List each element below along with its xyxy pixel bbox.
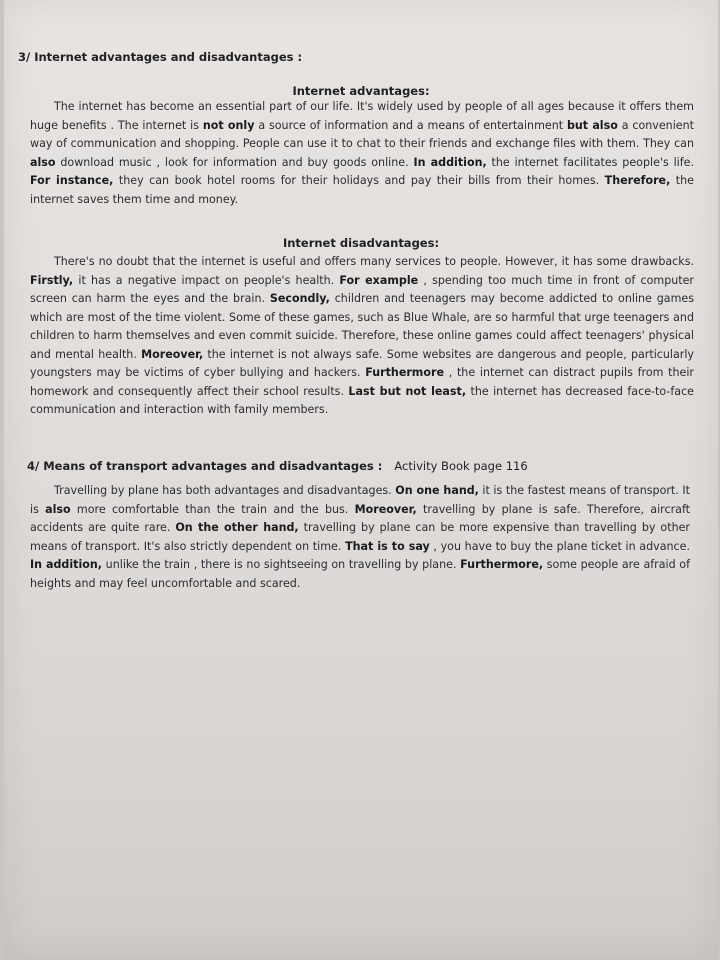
text-run: children and teenagers may become addicted to online games which are most of the time violent. Some of these games, such as Blue Whale, are so harmful that urge teenagers and children to harm themselves and even commit suicide. Therefore, these online games could affect teenagers' physical and mental health. <box>30 292 694 361</box>
advantages-subheading: Internet advantages: <box>292 84 430 98</box>
bold-connector: also <box>30 155 56 169</box>
bold-connector: Firstly, <box>30 273 74 287</box>
text-run: The internet has become an essential part of our life. It's widely used by people of all ages because it offers them huge benefits . The internet is <box>30 100 694 132</box>
disadvantages-paragraph <box>30 253 694 420</box>
text-run: travelling by plane can be more expensive than travelling by other means of transport. It's also strictly dependent on time. <box>30 521 690 553</box>
bold-connector: In addition, <box>30 558 103 571</box>
bold-connector: For instance, <box>30 174 114 187</box>
bold-connector: Furthermore <box>365 366 444 379</box>
bold-connector: Furthermore, <box>460 558 544 571</box>
activity-book-reference: Activity Book page 116 <box>394 459 528 473</box>
bold-connector: On one hand, <box>395 484 479 497</box>
bold-connector: Secondly, <box>269 292 330 305</box>
text-run: unlike the train , there is no sightseeing on travelling by plane. <box>102 558 461 571</box>
plane-travel-paragraph <box>30 482 690 593</box>
text-run: the internet saves them time and money. <box>30 174 695 206</box>
bold-connector: Moreover, <box>141 347 204 361</box>
show-through-text <box>334 28 454 58</box>
bold-connector: not only <box>202 118 255 132</box>
text-run: the internet has decreased face-to-face communication and interaction with family members. <box>30 384 694 416</box>
text-run: There's no doubt that the internet is useful and offers many services to people. However, it has some drawbacks. <box>54 255 694 268</box>
section-3-heading: 3/ Internet advantages and disadvantages : <box>18 50 303 64</box>
bold-connector: On the other hand, <box>175 521 299 534</box>
text-run: Travelling by plane has both advantages and disadvantages. <box>54 484 396 497</box>
text-run: it is the fastest means of transport. It is <box>30 484 690 516</box>
text-run: download music , look for information and buy goods online. <box>55 155 414 169</box>
bold-connector: That is to say <box>345 539 430 553</box>
bold-connector: For example <box>339 273 419 287</box>
text-run: a source of information and a means of entertainment <box>254 118 567 132</box>
text-run: the internet facilitates people's life. <box>486 155 694 169</box>
section-4-title: 4/ Means of transport advantages and disadvantages : <box>27 459 383 473</box>
text-run: a convenient way of communication and shopping. People can use it to chat to their friends and exchange files with them. They can <box>30 118 694 150</box>
text-run: they can book hotel rooms for their holidays and pay their bills from their homes. <box>113 174 605 187</box>
bold-connector: Last but not least, <box>348 384 467 398</box>
bold-connector: also <box>45 502 71 516</box>
text-run: , you have to buy the plane ticket in advance. <box>429 539 690 553</box>
text-run: it has a negative impact on people's health. <box>73 273 340 287</box>
text-run: the internet is not always safe. Some websites are dangerous and people, particularly youngsters may be victims of cyber bullying and hackers. <box>30 347 694 379</box>
text-run: travelling by plane is safe. Therefore, aircraft accidents are quite rare. <box>30 502 691 534</box>
section-4-heading <box>27 459 528 473</box>
bold-connector: but also <box>566 118 618 132</box>
text-run: some people are afraid of heights and may feel uncomfortable and scared. <box>30 558 690 590</box>
bold-connector: Therefore, <box>604 174 671 187</box>
disadvantages-subheading: Internet disadvantages: <box>282 236 440 250</box>
bold-connector: Moreover, <box>354 502 417 516</box>
text-run: , spending too much time in front of computer screen can harm the eyes and the brain. <box>30 273 694 305</box>
advantages-paragraph <box>30 98 694 209</box>
bold-connector: In addition, <box>413 155 487 169</box>
text-run: more comfortable than the train and the bus. <box>70 502 355 516</box>
document-page <box>4 0 718 960</box>
text-run: , the internet can distract pupils from their homework and consequently affect their school results. <box>30 366 694 398</box>
